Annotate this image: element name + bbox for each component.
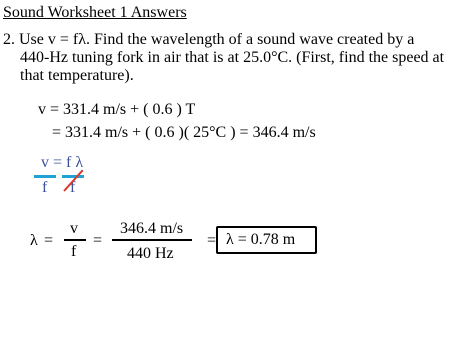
fraction-line-2 (112, 239, 192, 241)
denominator-f: f (71, 243, 77, 260)
question-line-1: 2. Use v = fλ. Find the wavelength of a sound wave created by a (3, 31, 415, 48)
numerator-value: 346.4 m/s (120, 220, 184, 237)
speed-formula: v = 331.4 m/s + ( 0.6 ) T (38, 101, 196, 118)
divide-left-f: f (42, 179, 48, 196)
answer-text: λ = 0.78 m (226, 231, 296, 248)
speed-substitution: = 331.4 m/s + ( 0.6 )( 25°C ) = 346.4 m/s (52, 124, 316, 141)
numerator-v: v (70, 220, 78, 237)
equals-sign-1: = (44, 232, 54, 249)
question-line-2: 440-Hz tuning fork in air that is at 25.0°C. (First, find the speed at (20, 49, 445, 66)
equals-sign-3: = (207, 232, 217, 249)
lambda-symbol: λ (30, 232, 38, 249)
question-line-3: that temperature). (20, 67, 134, 84)
equals-sign-2: = (93, 232, 103, 249)
divide-bar-left (34, 175, 56, 178)
rearrange-equation: v = f λ (41, 154, 84, 171)
divide-right-f: f (70, 179, 76, 196)
page-title: Sound Worksheet 1 Answers (3, 4, 187, 21)
fraction-line-1 (64, 239, 86, 241)
denominator-value: 440 Hz (127, 245, 174, 262)
